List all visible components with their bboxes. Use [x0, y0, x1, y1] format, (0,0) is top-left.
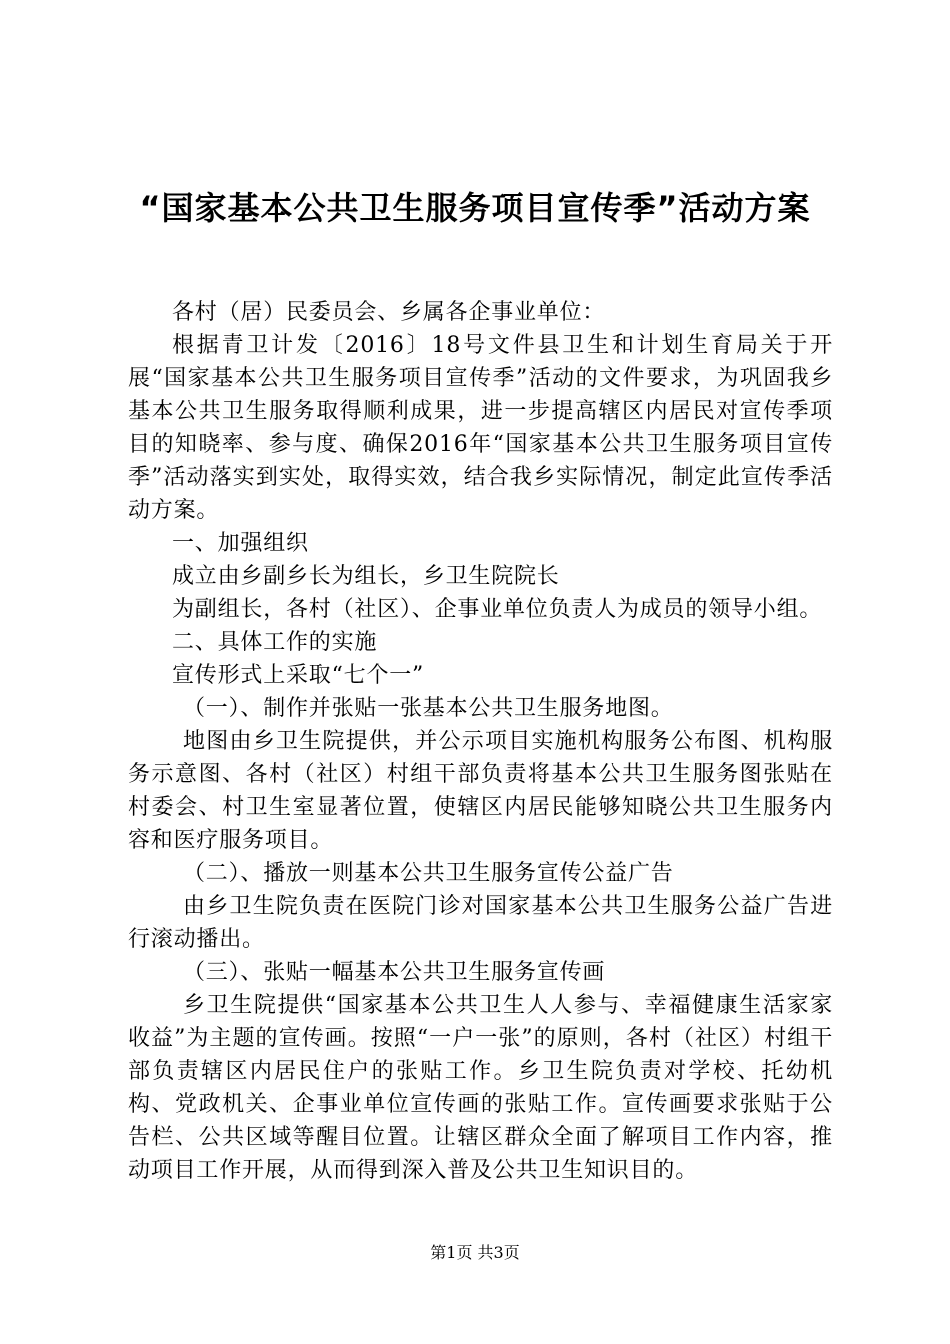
section-heading: 一、加强组织 [172, 531, 309, 556]
body-paragraph: 成立由乡副乡长为组长，乡卫生院院长 [172, 564, 560, 589]
subsection-heading: （一）、制作并张贴一张基本公共卫生服务地图。 [183, 696, 674, 721]
page-footer: 第1页 共3页 [430, 1243, 520, 1262]
subsection-heading: （二）、播放一则基本公共卫生服务宣传公益广告 [183, 861, 674, 886]
body-paragraph: 地图由乡卫生院提供，并公示项目实施机构服务公布图、机构服务示意图、各村（社区）村组干部负责将基本公共卫生服务图张贴在村委会、村卫生室显著位置，使辖区内居民能够知晓公共卫生服务内容和医疗服务项目。 [128, 729, 833, 853]
section-heading: 二、具体工作的实施 [172, 630, 378, 655]
subsection-heading: （三）、张贴一幅基本公共卫生服务宣传画 [183, 960, 606, 985]
salutation-paragraph: 各村（居）民委员会、乡属各企事业单位： [172, 300, 606, 325]
body-paragraph: 为副组长，各村（社区）、企事业单位负责人为成员的领导小组。 [172, 597, 823, 622]
body-paragraph: 乡卫生院提供“国家基本公共卫生人人参与、幸福健康生活家家收益”为主题的宣传画。按照“一户一张”的原则，各村（社区）村组干部负责辖区内居民住户的张贴工作。乡卫生院负责对学校、托幼机构、党政机关、企事业单位宣传画的张贴工作。宣传画要求张贴于公告栏、公共区域等醒目位置。让辖区群众全面了解项目工作内容，推动项目工作开展，从而得到深入普及公共卫生知识目的。 [128, 993, 833, 1183]
document-body [128, 296, 833, 1187]
document-title: “国家基本公共卫生服务项目宣传季”活动方案 [139, 189, 811, 227]
body-paragraph: 根据青卫计发〔2016〕18号文件县卫生和计划生育局关于开展“国家基本公共卫生服务项目宣传季”活动的文件要求，为巩固我乡基本公共卫生服务取得顺利成果，进一步提高辖区内居民对宣传季项目的知晓率、参与度、确保2016年“国家基本公共卫生服务项目宣传季”活动落实到实处，取得实效，结合我乡实际情况，制定此宣传季活动方案。 [128, 333, 833, 523]
body-paragraph: 由乡卫生院负责在医院门诊对国家基本公共卫生服务公益广告进行滚动播出。 [128, 894, 833, 952]
body-paragraph: 宣传形式上采取“七个一” [172, 663, 425, 688]
